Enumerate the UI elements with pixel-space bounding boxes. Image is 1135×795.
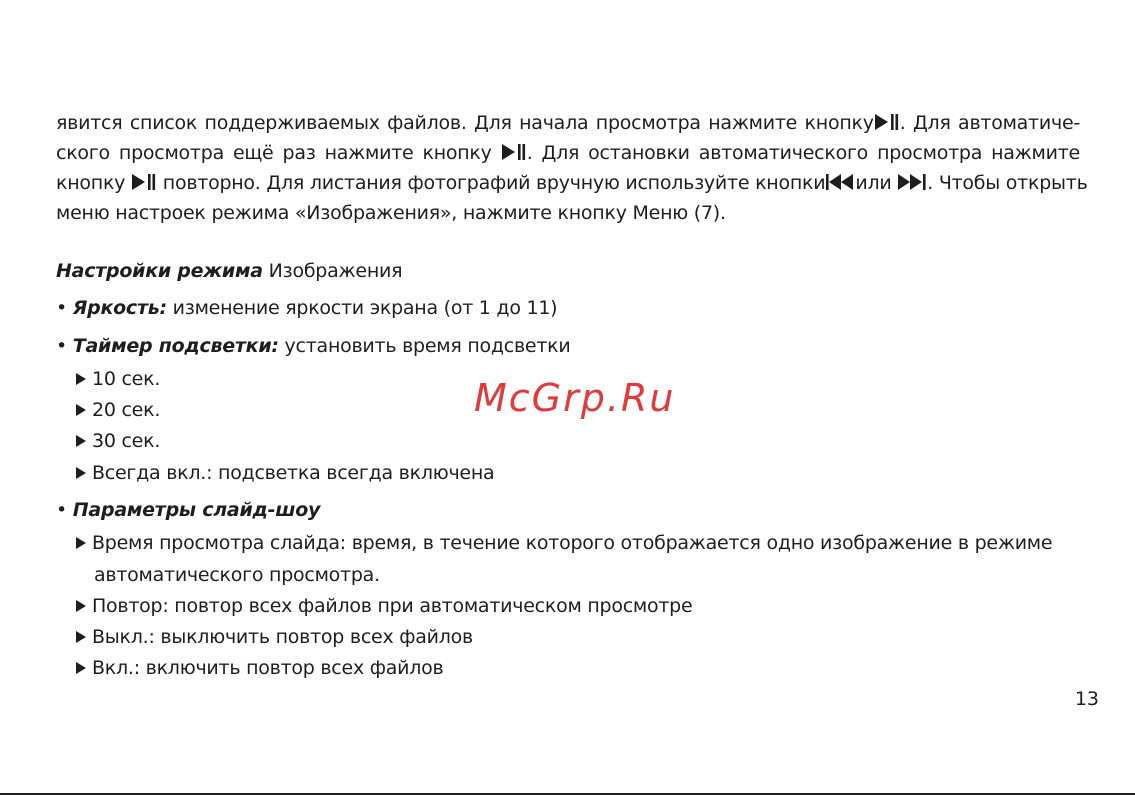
slideshow-option [76,532,1052,554]
intro-line-3 [56,168,1088,198]
option-text: 30 сек. [92,430,161,452]
option-text: Время просмотра слайда: время, в течение которого отображается одно изображение в режиме [92,532,1053,554]
section-title-emph: Настройки режима [56,260,263,282]
slideshow-option [76,657,443,679]
list-item-brightness: • Яркость: изменение яркости экрана (от 1 до 11) [56,297,558,319]
item-label: Параметры слайд-шоу [72,499,321,521]
intro-text: . Для автоматиче- [899,112,1080,134]
page-number: 13 [1074,688,1099,710]
intro-paragraph [56,108,1088,228]
arrow-right-icon [76,404,86,416]
arrow-right-icon [76,631,86,643]
slideshow-option [76,595,692,617]
watermark: McGrp.Ru [474,376,676,420]
intro-text: . Для остановки автоматического просмотра нажмите [526,142,1080,164]
intro-line-2 [56,138,1080,168]
intro-text: явится список поддерживаемых файлов. Для начала просмотра нажмите кнопку [56,112,874,134]
option-text: 20 сек. [92,399,161,421]
item-label: Яркость: [72,297,167,319]
arrow-right-icon [76,435,86,447]
timer-option [76,430,160,452]
arrow-right-icon [76,537,86,549]
timer-option [76,462,494,484]
play-pause-icon [874,113,900,131]
option-text: 10 сек. [92,368,161,390]
arrow-right-icon [76,662,86,674]
intro-line-4: меню настроек режима «Изображения», нажмите кнопку Меню (7). [56,202,726,224]
option-text: Выкл.: выключить повтор всех файлов [92,626,473,648]
play-pause-icon [131,173,157,191]
section-title [56,260,402,282]
intro-text: ского просмотра ещё раз нажмите кнопку [56,142,492,164]
play-pause-icon [501,143,527,161]
option-text: Всегда вкл.: подсветка всегда включена [92,462,495,484]
intro-text: повторно. Для листания фотографий вручную используйте кнопки [162,172,826,194]
arrow-right-icon [76,600,86,612]
option-text: Вкл.: включить повтор всех файлов [92,657,444,679]
intro-text: или [855,172,892,194]
list-item-backlight-timer: • Таймер подсветки: установить время подсветки [56,335,571,357]
timer-option [76,399,160,421]
slideshow-option-continuation: автоматического просмотра. [94,564,380,586]
arrow-right-icon [76,467,86,479]
slideshow-option [76,626,473,648]
item-text: изменение яркости экрана (от 1 до 11) [166,297,558,319]
section-title-rest: Изображения [262,260,403,282]
list-item-slideshow: • Параметры слайд-шоу [56,499,321,521]
arrow-right-icon [76,373,86,385]
next-icon [897,173,927,191]
intro-text: кнопку [56,172,126,194]
intro-text: . Чтобы открыть [927,172,1088,194]
item-text: установить время подсветки [278,335,571,357]
option-text: Повтор: повтор всех файлов при автоматическом просмотре [92,595,693,617]
timer-option [76,368,160,390]
intro-line-1 [56,108,1080,138]
previous-icon [825,173,855,191]
item-label: Таймер подсветки: [72,335,279,357]
